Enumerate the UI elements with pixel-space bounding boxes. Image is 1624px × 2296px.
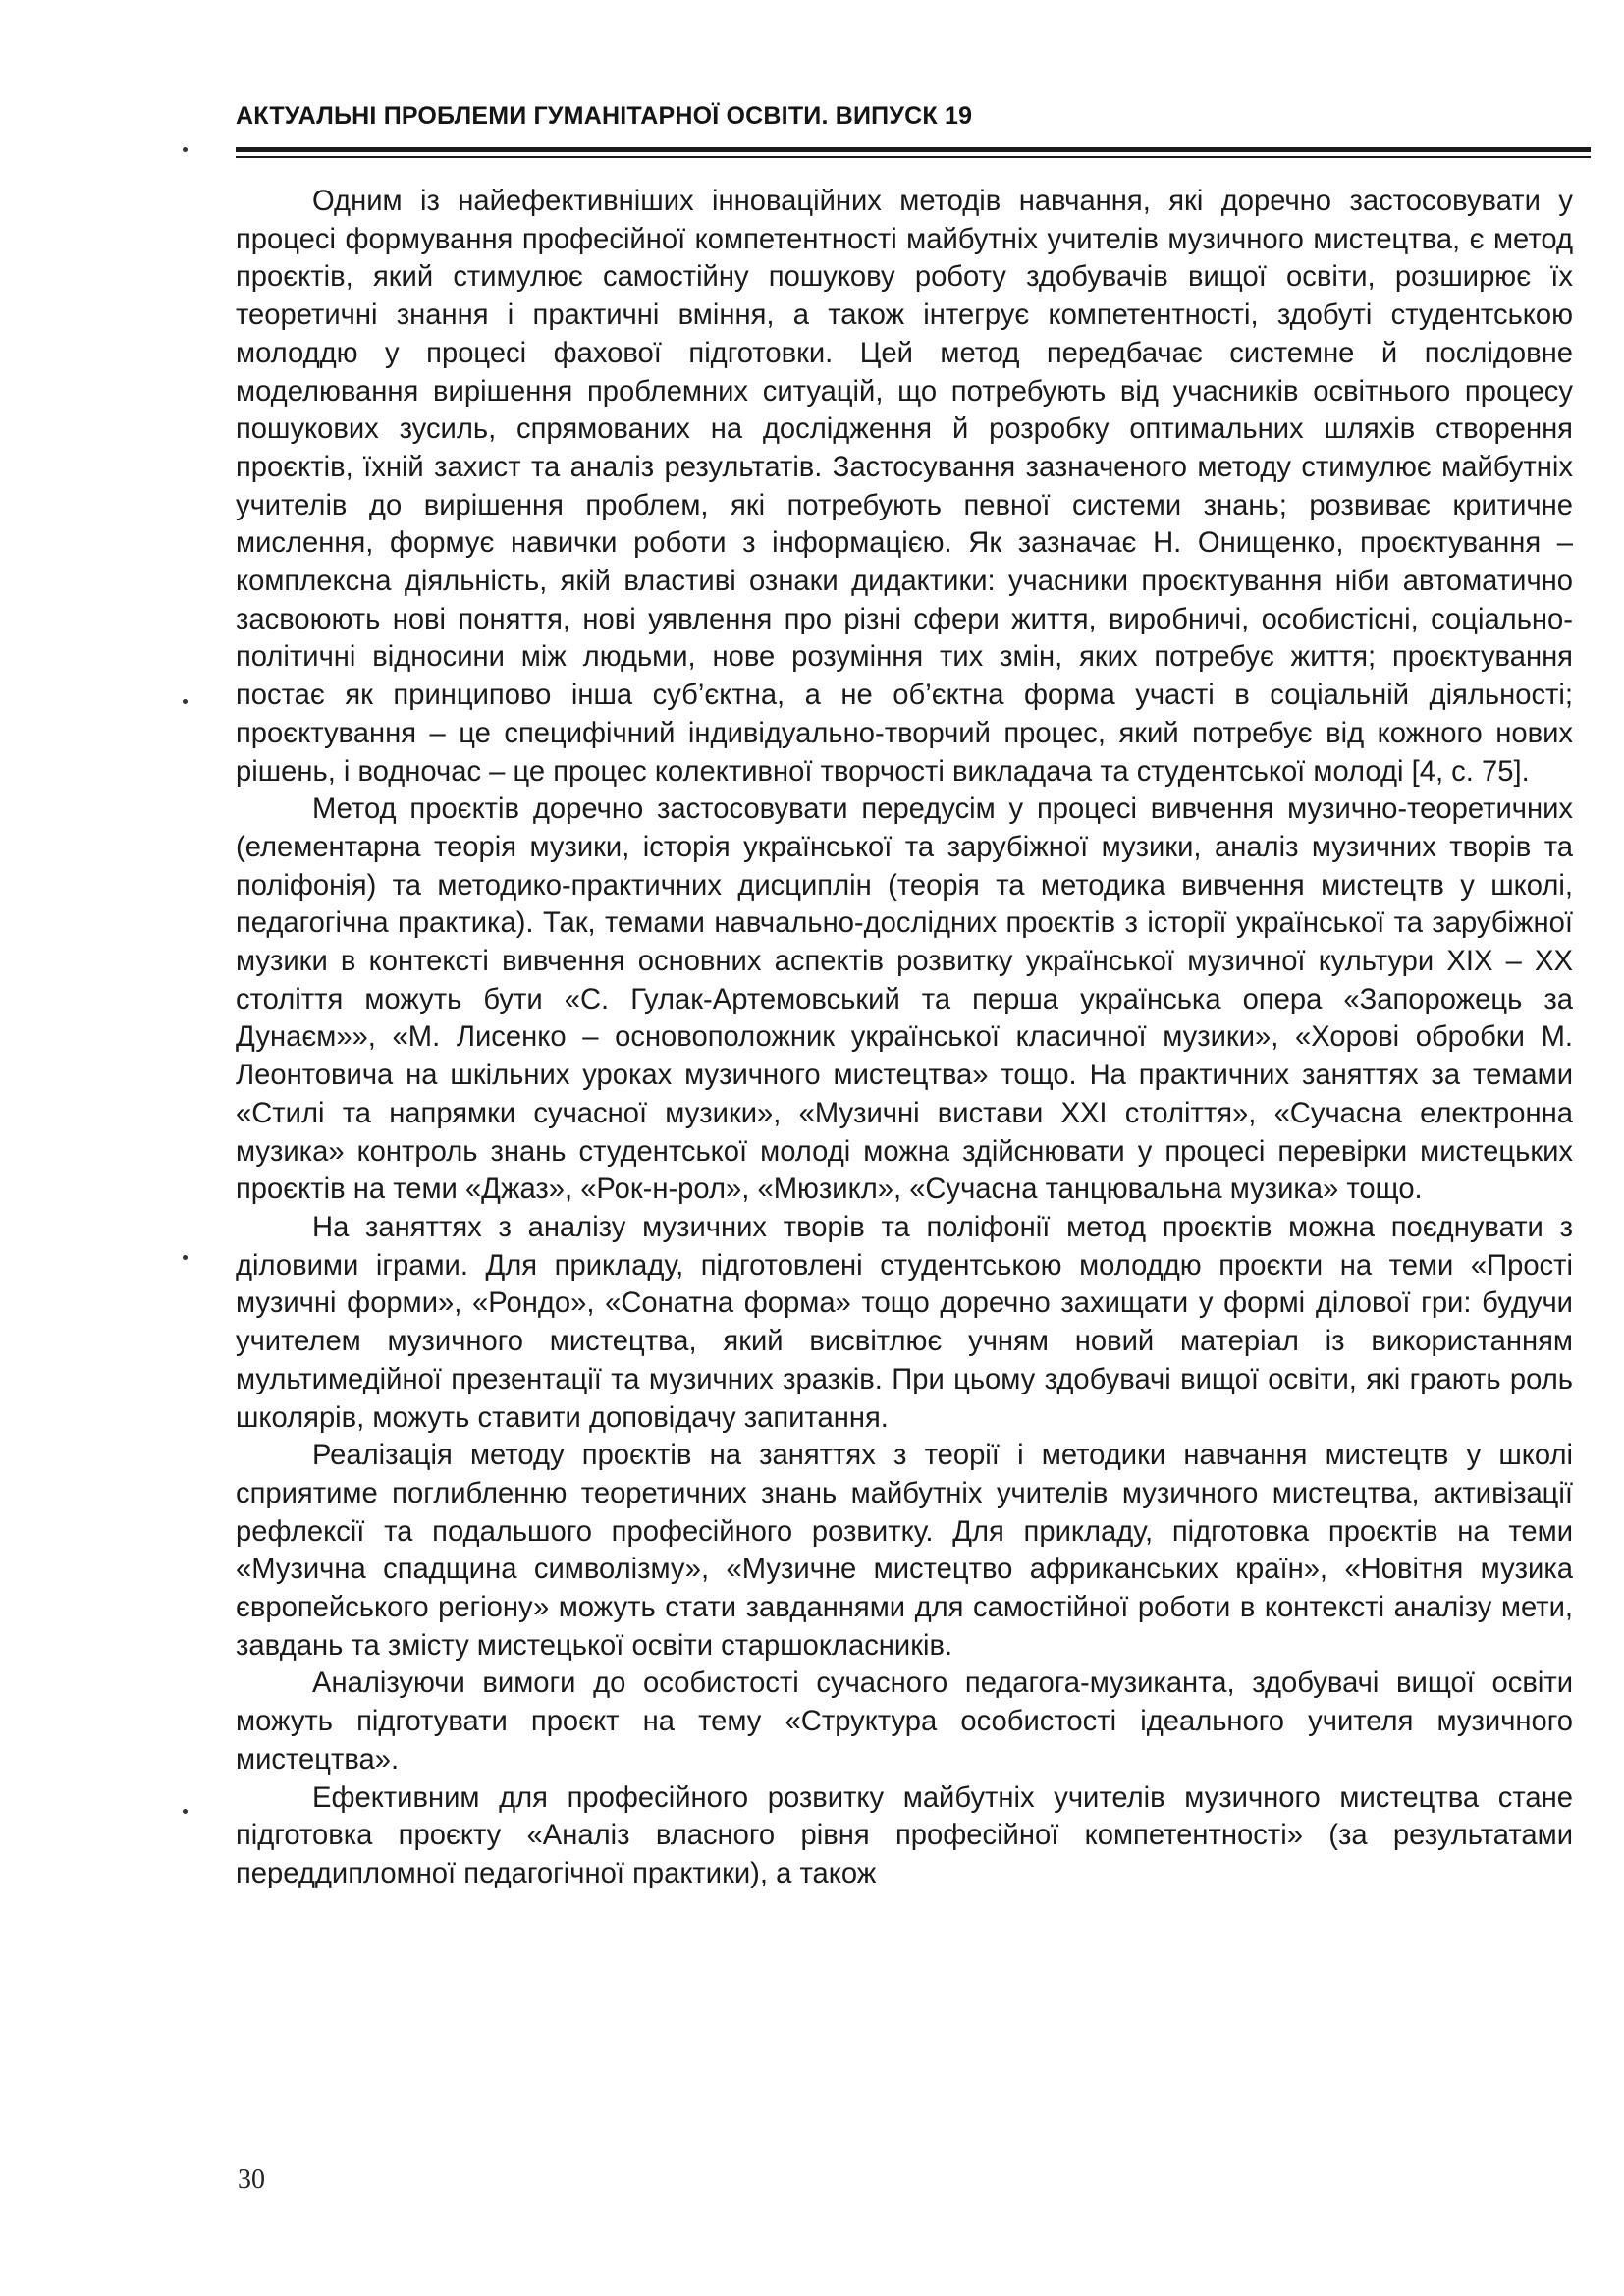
article-body [236,183,1573,1893]
margin-dot [183,1255,188,1260]
margin-dot [183,699,188,704]
margin-dot [183,147,188,152]
paragraph: Ефективним для професійного розвитку майбутніх учителів музичного мистецтва стане підготовка проєкту «Аналіз власного рівня професійної компетентності» (за результатами переддипломної педагогічної практики), а також [236,1781,1573,1889]
paragraph: Аналізуючи вимоги до особистості сучасного педагога-музиканта, здобувачі вищої освіти можуть підготувати проєкт на тему «Структура особистості ідеального учителя музичного мистецтва». [236,1667,1573,1776]
margin-dot [183,1809,188,1814]
header-rule-thick [236,147,1591,152]
running-header: АКТУАЛЬНІ ПРОБЛЕМИ ГУМАНІТАРНОЇ ОСВІТИ. ВИПУСК 19 [236,102,973,130]
paragraph: На заняттях з аналізу музичних творів та поліфонії метод проєктів можна поєднувати з діловими іграми. Для прикладу, підготовлені студентською молоддю проєкти на теми «Прості музичні форми», «Рондо», «Сонатна форма» тощо доречно захищати у формі ділової гри: будучи учителем музичного мистецтва, який висвітлює учням новий матеріал із використанням мультимедійної презентації та музичних зразків. При цьому здобувачі вищої освіти, які грають роль школярів, можуть ставити доповідачу запитання. [236,1211,1573,1434]
header-rule-thin [236,156,1591,158]
paragraph: Одним із найефективніших інноваційних методів навчання, які доречно застосовувати у процесі формування професійної компетентності майбутніх учителів музичного мистецтва, є метод проєктів, який стимулює самостійну пошукову роботу здобувачів вищої освіти, розширює їх теоретичні знання і практичні вміння, а також інтегрує компетентності, здобуті студентською молоддю у процесі фахової підготовки. Цей метод передбачає системне й послідовне моделювання вирішення проблемних ситуацій, що потребують від учасників освітнього процесу пошукових зусиль, спрямованих на дослідження й розробку оптимальних шляхів створення проєктів, їхній захист та аналіз результатів. Застосування зазначеного методу стимулює майбутніх учителів до вирішення проблем, які потребують певної системи знань; розвиває критичне мислення, формує навички роботи з інформацією. Як зазначає Н. Онищенко, проєктування – комплексна діяльність, якій властиві ознаки дидактики: учасники проєктування ніби автоматично засвоюють нові поняття, нові уявлення про різні сфери життя, виробничі, особистісні, соціально-політичні відносини між людьми, нове розуміння тих змін, яких потребує життя; проєктування постає як принципово інша суб’єктна, а не об’єктна форма участі в соціальній діяльності; проєктування – це специфічний індивідуально-творчий процес, який потребує від кожного нових рішень, і водночас – це процес колективної творчості викладача та студентської молоді [4, с. 75]. [236,186,1573,788]
paragraph: Реалізація методу проєктів на заняттях з теорії і методики навчання мистецтв у школі сприятиме поглибленню теоретичних знань майбутніх учителів музичного мистецтва, активізації рефлексії та подальшого професійного розвитку. Для прикладу, підготовка проєктів на теми «Музична спадщина символізму», «Музичне мистецтво африканських країн», «Новітня музика європейського регіону» можуть стати завданнями для самостійної роботи в контексті аналізу мети, завдань та змісту мистецької освіти старшокласників. [236,1440,1573,1662]
page-number: 30 [238,2164,265,2195]
paragraph: Метод проєктів доречно застосовувати передусім у процесі вивчення музично-теоретичних (елементарна теорія музики, історія української та зарубіжної музики, аналіз музичних творів та поліфонія) та методико-практичних дисциплін (теорія та методика вивчення мистецтв у школі, педагогічна практика). Так, темами навчально-дослідних проєктів з історії української та зарубіжної музики в контексті вивчення основних аспектів розвитку української музичної культури ХІХ – ХХ століття можуть бути «С. Гулак-Артемовський та перша українська опера «Запорожець за Дунаєм»», «М. Лисенко – основоположник української класичної музики», «Хорові обробки М. Леонтовича на шкільних уроках музичного мистецтва» тощо. На практичних заняттях за темами «Стилі та напрямки сучасної музики», «Музичні вистави ХХІ століття», «Сучасна електронна музика» контроль знань студентської молоді можна здійснювати у процесі перевірки мистецьких проєктів на теми «Джаз», «Рок-н-рол», «Мюзикл», «Сучасна танцювальна музика» тощо. [236,793,1573,1206]
